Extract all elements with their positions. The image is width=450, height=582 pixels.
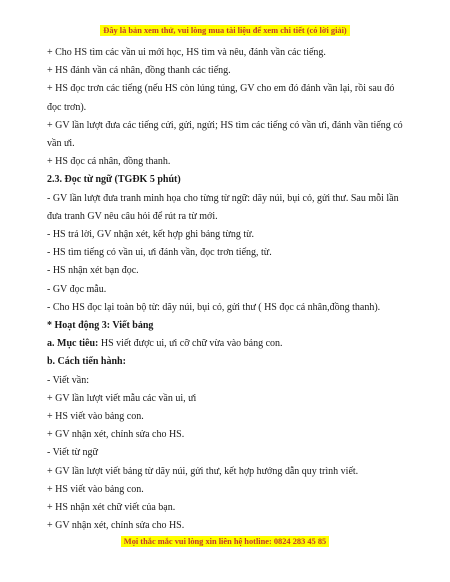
body-line: - HS trả lời, GV nhận xét, kết hợp ghi bảng từng từ. (47, 229, 255, 241)
body-line: + HS nhận xét chữ viết của bạn. (47, 502, 176, 514)
body-line: + HS đánh vần cá nhân, đồng thanh các tiếng. (47, 65, 231, 77)
header-banner-text: Đây là bản xem thử, vui lòng mua tài liệu để xem chi tiết (có lời giải) (100, 25, 349, 36)
procedure-heading: b. Cách tiến hành: (47, 356, 126, 368)
body-line: - Viết từ ngữ (47, 447, 98, 459)
body-line: + HS đọc cá nhân, đồng thanh. (47, 156, 171, 168)
objective-line (47, 335, 409, 353)
body-line: + Cho HS tìm các vần ui mới học, HS tìm và nêu, đánh vần các tiếng. (47, 47, 326, 58)
body-line: + GV nhận xét, chỉnh sửa cho HS. (47, 520, 185, 532)
body-line: - HS nhận xét bạn đọc. (47, 265, 139, 277)
document-body (47, 44, 409, 535)
header-banner (0, 26, 450, 35)
body-line: + GV lần lượt đưa các tiếng cửi, gửi, ngửi; HS tìm các tiếng có vần ưi, đánh vần tiếng có vần ưi. (47, 119, 403, 150)
body-line: + HS viết vào bảng con. (47, 411, 144, 423)
body-line: + HS đọc trơn các tiếng (nếu HS còn lúng túng, GV cho em đó đánh vần lại, rồi sau đó đọc trơn). (47, 83, 395, 113)
body-line: + GV nhận xét, chỉnh sửa cho HS. (47, 429, 185, 441)
body-line: + GV lần lượt viết bảng từ dãy núi, gửi thư, kết hợp hướng dẫn quy trình viết. (47, 465, 359, 477)
footer-banner (0, 537, 450, 546)
body-line: + HS viết vào bảng con. (47, 483, 144, 495)
objective-text: HS viết được ui, ưi cỡ chữ vừa vào bảng con. (98, 338, 283, 350)
body-line: - Viết vần: (47, 374, 89, 386)
body-line: - GV lần lượt đưa tranh minh họa cho từng từ ngữ: dãy núi, bụi cỏ, gửi thư. Sau mỗi lần đưa tranh GV nêu câu hỏi để rút ra từ mới. (47, 192, 399, 222)
body-line: - GV đọc mẫu. (47, 283, 107, 295)
body-line: - HS tìm tiếng có vần ui, ưi đánh vần, đọc trơn tiếng, từ. (47, 247, 272, 259)
footer-banner-text: Mọi thắc mắc vui lòng xin liên hệ hotline: 0824 283 45 85 (121, 536, 329, 547)
body-line: - Cho HS đọc lại toàn bộ từ: dãy núi, bụi cỏ, gửi thư ( HS đọc cá nhân,đồng thanh). (47, 301, 381, 313)
body-line: + GV lần lượt viết mẫu các vần ui, ưi (47, 392, 197, 404)
objective-label: a. Mục tiêu: (47, 338, 99, 350)
activity-heading: * Hoạt động 3: Viết bảng (47, 320, 154, 332)
section-heading: 2.3. Đọc từ ngữ (TGĐK 5 phút) (47, 174, 181, 186)
